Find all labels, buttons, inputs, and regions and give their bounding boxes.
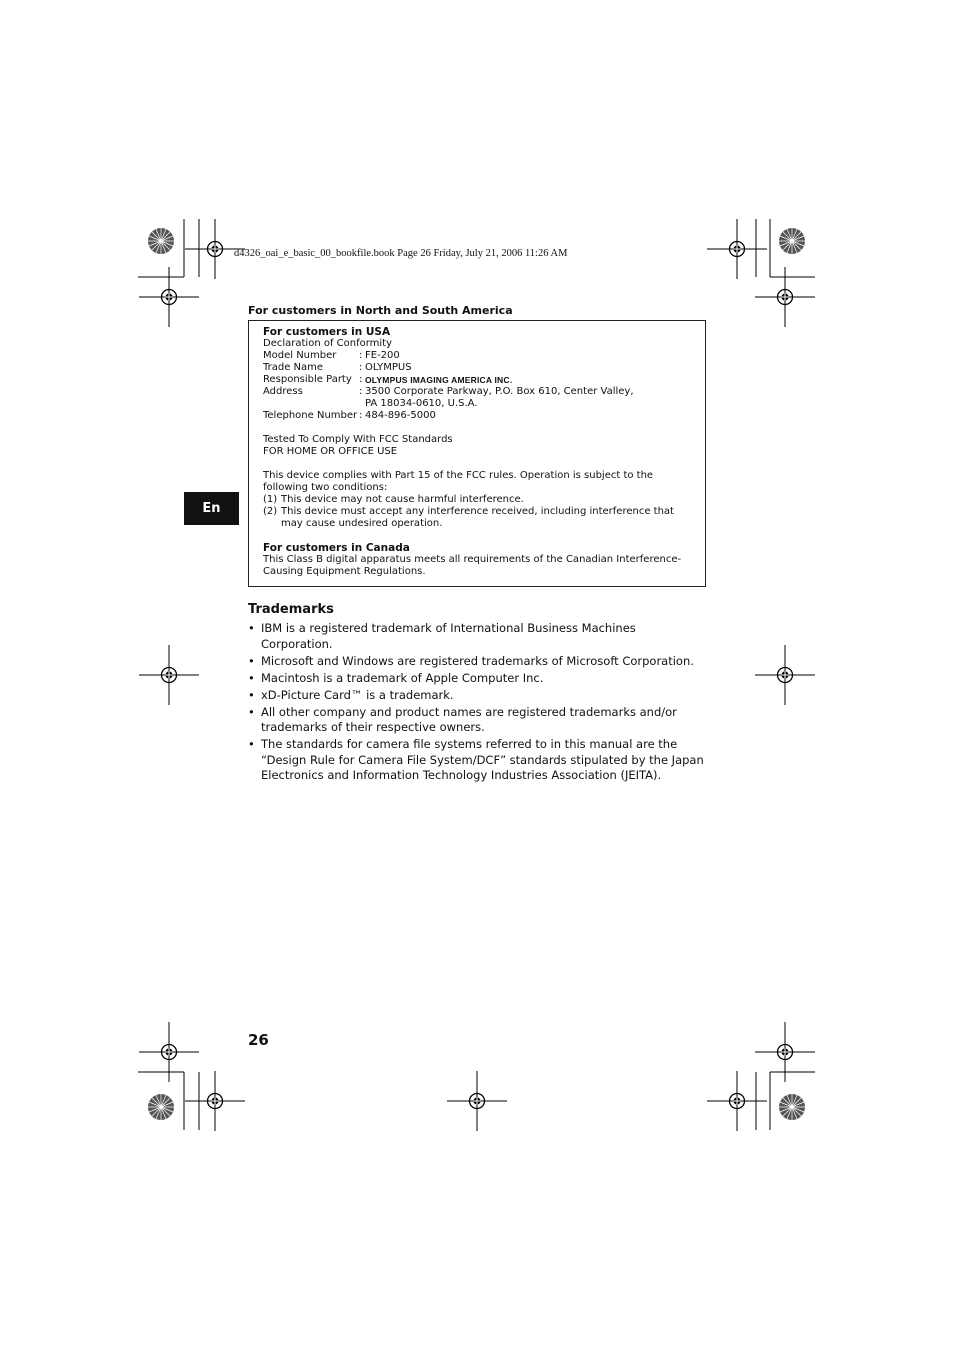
canada-title: For customers in Canada [263,542,410,554]
trademarks-title: Trademarks [248,602,334,617]
olympus-america-logo: OLYMPUS IMAGING AMERICA INC. [365,375,513,385]
canada-text: This Class B digital apparatus meets all requirements of the Canadian Interference-Causing Equipment Regulations. [263,554,682,577]
declaration-heading: Declaration of Conformity [263,338,393,349]
trademarks-list [248,621,708,785]
crosshair-target-icon [755,1022,815,1082]
list-item: • xD-Picture Card™ is a trademark. [248,687,454,702]
info-row-model: Model Number : FE-200 [263,350,400,361]
info-row-trade-name: Trade Name : OLYMPUS [263,362,412,373]
fcc-use-line: FOR HOME OR OFFICE USE [263,446,398,457]
crosshair-target-icon [707,219,767,279]
crosshair-target-icon [139,645,199,705]
condition-item: (2) This device must accept any interference received, including interference that may cause undesired operation. [263,506,674,529]
crosshair-target-icon [755,267,815,327]
crosshair-target-icon [185,1071,245,1131]
list-item: • Microsoft and Windows are registered trademarks of Microsoft Corporation. [248,653,694,668]
fcc-compliance-text: This device complies with Part 15 of the FCC rules. Operation is subject to the following two conditions: [263,470,654,493]
starburst-icon [779,1094,805,1120]
info-row-telephone: Telephone Number : 484-896-5000 [263,410,436,421]
fcc-tested-line: Tested To Comply With FCC Standards [263,434,453,445]
starburst-icon [148,228,174,254]
starburst-icon [148,1094,174,1120]
crosshair-target-icon [139,267,199,327]
condition-item: (1) This device may not cause harmful interference. [263,494,524,505]
page-number: 26 [248,1031,269,1049]
usa-title: For customers in USA [263,326,391,338]
info-row-address: Address : 3500 Corporate Parkway, P.O. Box 610, Center Valley, PA 18034-0610, U.S.A. [263,386,634,409]
info-row-responsible-party: Responsible Party : OLYMPUS IMAGING AMERICA INC. [263,374,693,386]
list-item: • The standards for camera file systems referred to in this manual are the “Design Rule for Camera File System/DCF” standards stipulated by the Japan Electronics and Information Technology Industries Association (JEITA). [248,737,704,782]
starburst-icon [779,228,805,254]
language-tab: En [184,492,239,525]
crosshair-target-icon [707,1071,767,1131]
crosshair-target-icon [139,1022,199,1082]
print-header-line: d4326_oai_e_basic_00_bookfile.book Page 26 Friday, July 21, 2006 11:26 AM [234,248,568,259]
fcc-declaration-box [248,320,706,587]
crosshair-target-icon [447,1071,507,1131]
list-item: • Macintosh is a trademark of Apple Computer Inc. [248,670,544,685]
list-item: • All other company and product names are registered trademarks and/or trademarks of their respective owners. [248,704,677,734]
list-item: • IBM is a registered trademark of International Business Machines Corporation. [248,621,636,651]
section-title: For customers in North and South America [248,304,513,317]
crosshair-target-icon [755,645,815,705]
